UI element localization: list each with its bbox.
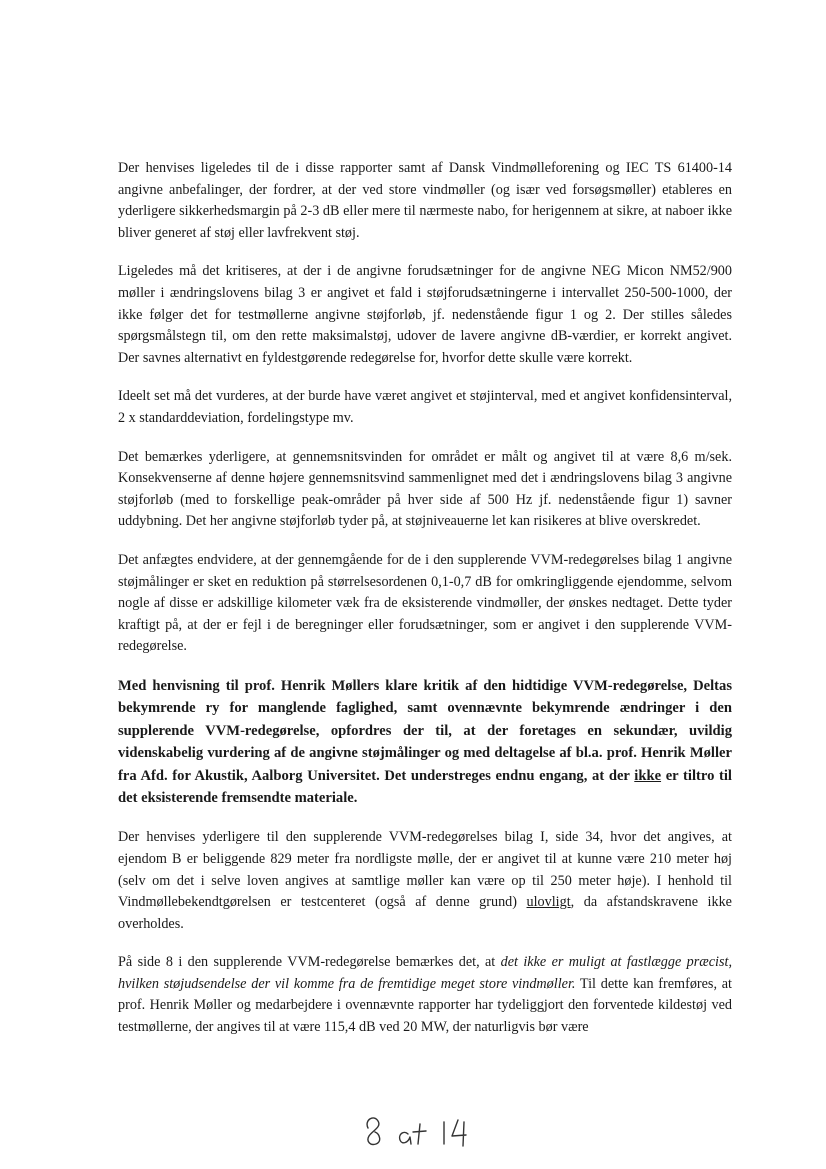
paragraph-property-b (118, 827, 732, 935)
bold-text-after: er tiltro til det eksisterende fremsendte materiale. (118, 767, 732, 806)
p7-text-after: , da afstandskravene ikke overholdes. (118, 894, 732, 932)
p8-italic-quote: det ikke er muligt at fastlægge præcist, hvilken støjudsendelse der vil komme fra de fremtidige meget store vindmøller. (118, 954, 732, 992)
paragraph-page-8 (118, 952, 732, 1038)
document-body (118, 158, 732, 1056)
paragraph-noise-interval: Ideelt set må det vurderes, at der burde have været angivet et støjinterval, med et angivet konfidensinterval, 2 x standarddeviation, fordelingstype mv. (118, 388, 732, 426)
paragraph-average-wind: Det bemærkes yderligere, at gennemsnitsvinden for området er målt og angivet til at være 8,6 m/sek. Konsekvenserne af denne højere gennemsnitsvind sammenlignet med det i ændringslovens bilag 3 angivne støjforløb (med to forskellige peak-områder på hver side af 500 Hz jf. nedenstående figur 1) savner uddybning. Det her angivne støjforløb tyder på, at støjniveauerne let kan risikeres at blive overskredet. (118, 448, 732, 530)
handwritten-page-number (360, 1108, 500, 1152)
paragraph-safety-margin: Der henvises ligeledes til de i disse rapporter samt af Dansk Vindmølleforening og IEC TS 61400-14 angivne anbefalinger, der fordrer, at der ved store vindmøller (og især ved forsøgsmøller) etableres en yderligere sikkerhedsmargin på 2-3 dB eller mere til nærmeste nabo, for herigennem at sikre, at naboer ikke bliver generet af støj eller lavfrekvent støj. (118, 160, 732, 241)
paragraph-noise-reduction: Det anfægtes endvidere, at der gennemgående for de i den supplerende VVM-redegørelses bilag 1 angivne støjmålinger er sket en reduktion på størrelsesordenen 0,1-0,7 dB for omkringliggende ejendomme, selvom nogle af disse er adskillige kilometer væk fra de eksisterende vindmøller, der ønskes nedtaget. Dette tyder kraftigt på, at der er fejl i de beregninger eller forudsætninger, som er angivet i den supplerende VVM-redegørelse. (118, 551, 732, 655)
p8-text-before: På side 8 i den supplerende VVM-redegørelse bemærkes det, at (118, 954, 501, 971)
p7-text-before: Der henvises yderligere til den supplerende VVM-redegørelses bilag I, side 34, hvor det angives, at ejendom B er beliggende 829 meter fra nordligste mølle, der er angivet til at kunne være 210 meter høj (selv om det i selve loven angives at samtlige møller kan være op til 250 meter høje). I henhold til Vindmøllebekendtgørelsen er testcenteret (også af denne grund) (118, 829, 732, 911)
underlined-word-ulovligt: ulovligt (526, 894, 571, 911)
paragraph-bold-request (118, 675, 732, 809)
bold-text-before: Med henvisning til prof. Henrik Møllers klare kritik af den hidtidige VVM-redegørelse, Deltas bekymrende ry for manglende faglighed, samt ovennævnte bekymrende ændringer i den supplerende VVM-redegørelse, opfordres der til, at der foretages en sekundær, uvildig videnskabelig vurdering af de angivne støjmålinger og med deltagelse af bl.a. prof. Henrik Møller fra Afd. for Akustik, Aalborg Universitet. Det understreges endnu engang, at der (118, 677, 732, 784)
paragraph-neg-micon-criticism: Ligeledes må det kritiseres, at der i de angivne forudsætninger for de angivne NEG Micon NM52/900 møller i ændringslovens bilag 3 er angivet et fald i støjforudsætningerne i intervallet 250-500-1000, der ikke følger det for testmøllerne angivne støjforløb, jf. nedenstående figur 1 og 2. Der stilles således spørgsmålstegn til, om den rette maksimalstøj, udover de lavere angivne dB-værdier, er korrekt angivet. Der savnes alternativt en fyldestgørende redegørelse for, hvorfor dette skulle være korrekt. (118, 263, 732, 366)
p8-text-after: Til dette kan fremføres, at prof. Henrik Møller og medarbejdere i ovennævnte rapporter har tydeliggjort den forventede kildestøj ved testmøllerne, der angives til at være 115,4 dB ved 20 MW, der naturligvis bør være (118, 975, 732, 1036)
underlined-word-ikke: ikke (634, 767, 662, 784)
